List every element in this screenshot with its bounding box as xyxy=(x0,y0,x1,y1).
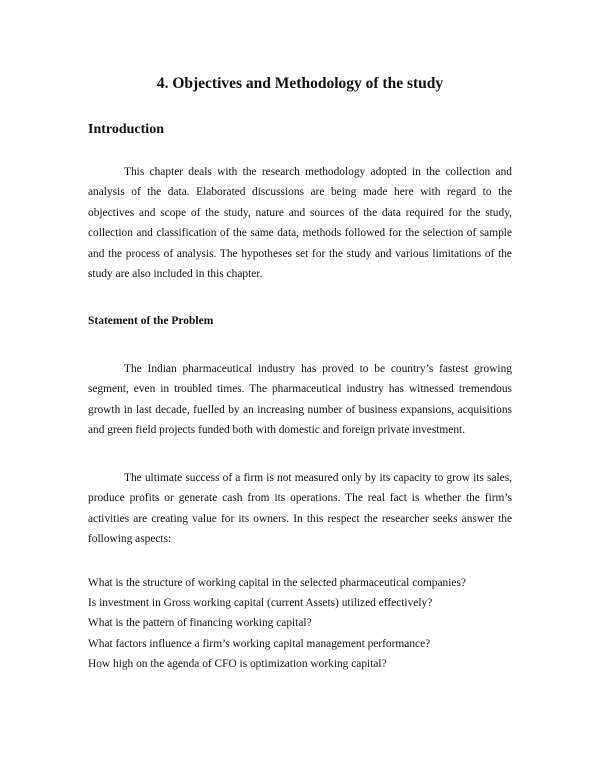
problem-paragraph-industry: The Indian pharmaceutical industry has proved to be country’s fastest growing segment, even in troubled times. The pharmaceutical industry has witnessed tremendous growth in last decade, fuelled by an increasing number of business expansions, acquisitions and green field projects funded both with domestic and foreign private investment. xyxy=(88,363,512,437)
page-title: 4. Objectives and Methodology of the study xyxy=(156,75,444,92)
research-question: What is the pattern of financing working capital? xyxy=(88,617,312,630)
research-question: How high on the agenda of CFO is optimization working capital? xyxy=(88,657,387,670)
research-question: What factors influence a firm’s working capital management performance? xyxy=(88,637,431,650)
research-question: Is investment in Gross working capital (current Assets) utilized effectively? xyxy=(88,597,433,610)
introduction-heading: Introduction xyxy=(88,122,164,137)
introduction-paragraph: This chapter deals with the research methodology adopted in the collection and analysis of the data. Elaborated discussions are being made here with regard to the objectives and scope of the study, nature and sources of the data required for the study, collection and classification of the same data, methods followed for the selection of sample and the process of analysis. The hypotheses set for the study and various limitations of the study are also included in this chapter. xyxy=(88,166,512,281)
statement-of-problem-heading: Statement of the Problem xyxy=(88,315,214,327)
research-question: What is the structure of working capital in the selected pharmaceutical companies? xyxy=(88,577,466,589)
research-questions-list xyxy=(88,573,538,674)
problem-paragraph-success: The ultimate success of a firm is not measured only by its capacity to grow its sales, produce profits or generate cash from its operations. The real fact is whether the firm’s activities are creating value for its owners. In this respect the researcher seeks answer the following aspects: xyxy=(88,472,512,546)
